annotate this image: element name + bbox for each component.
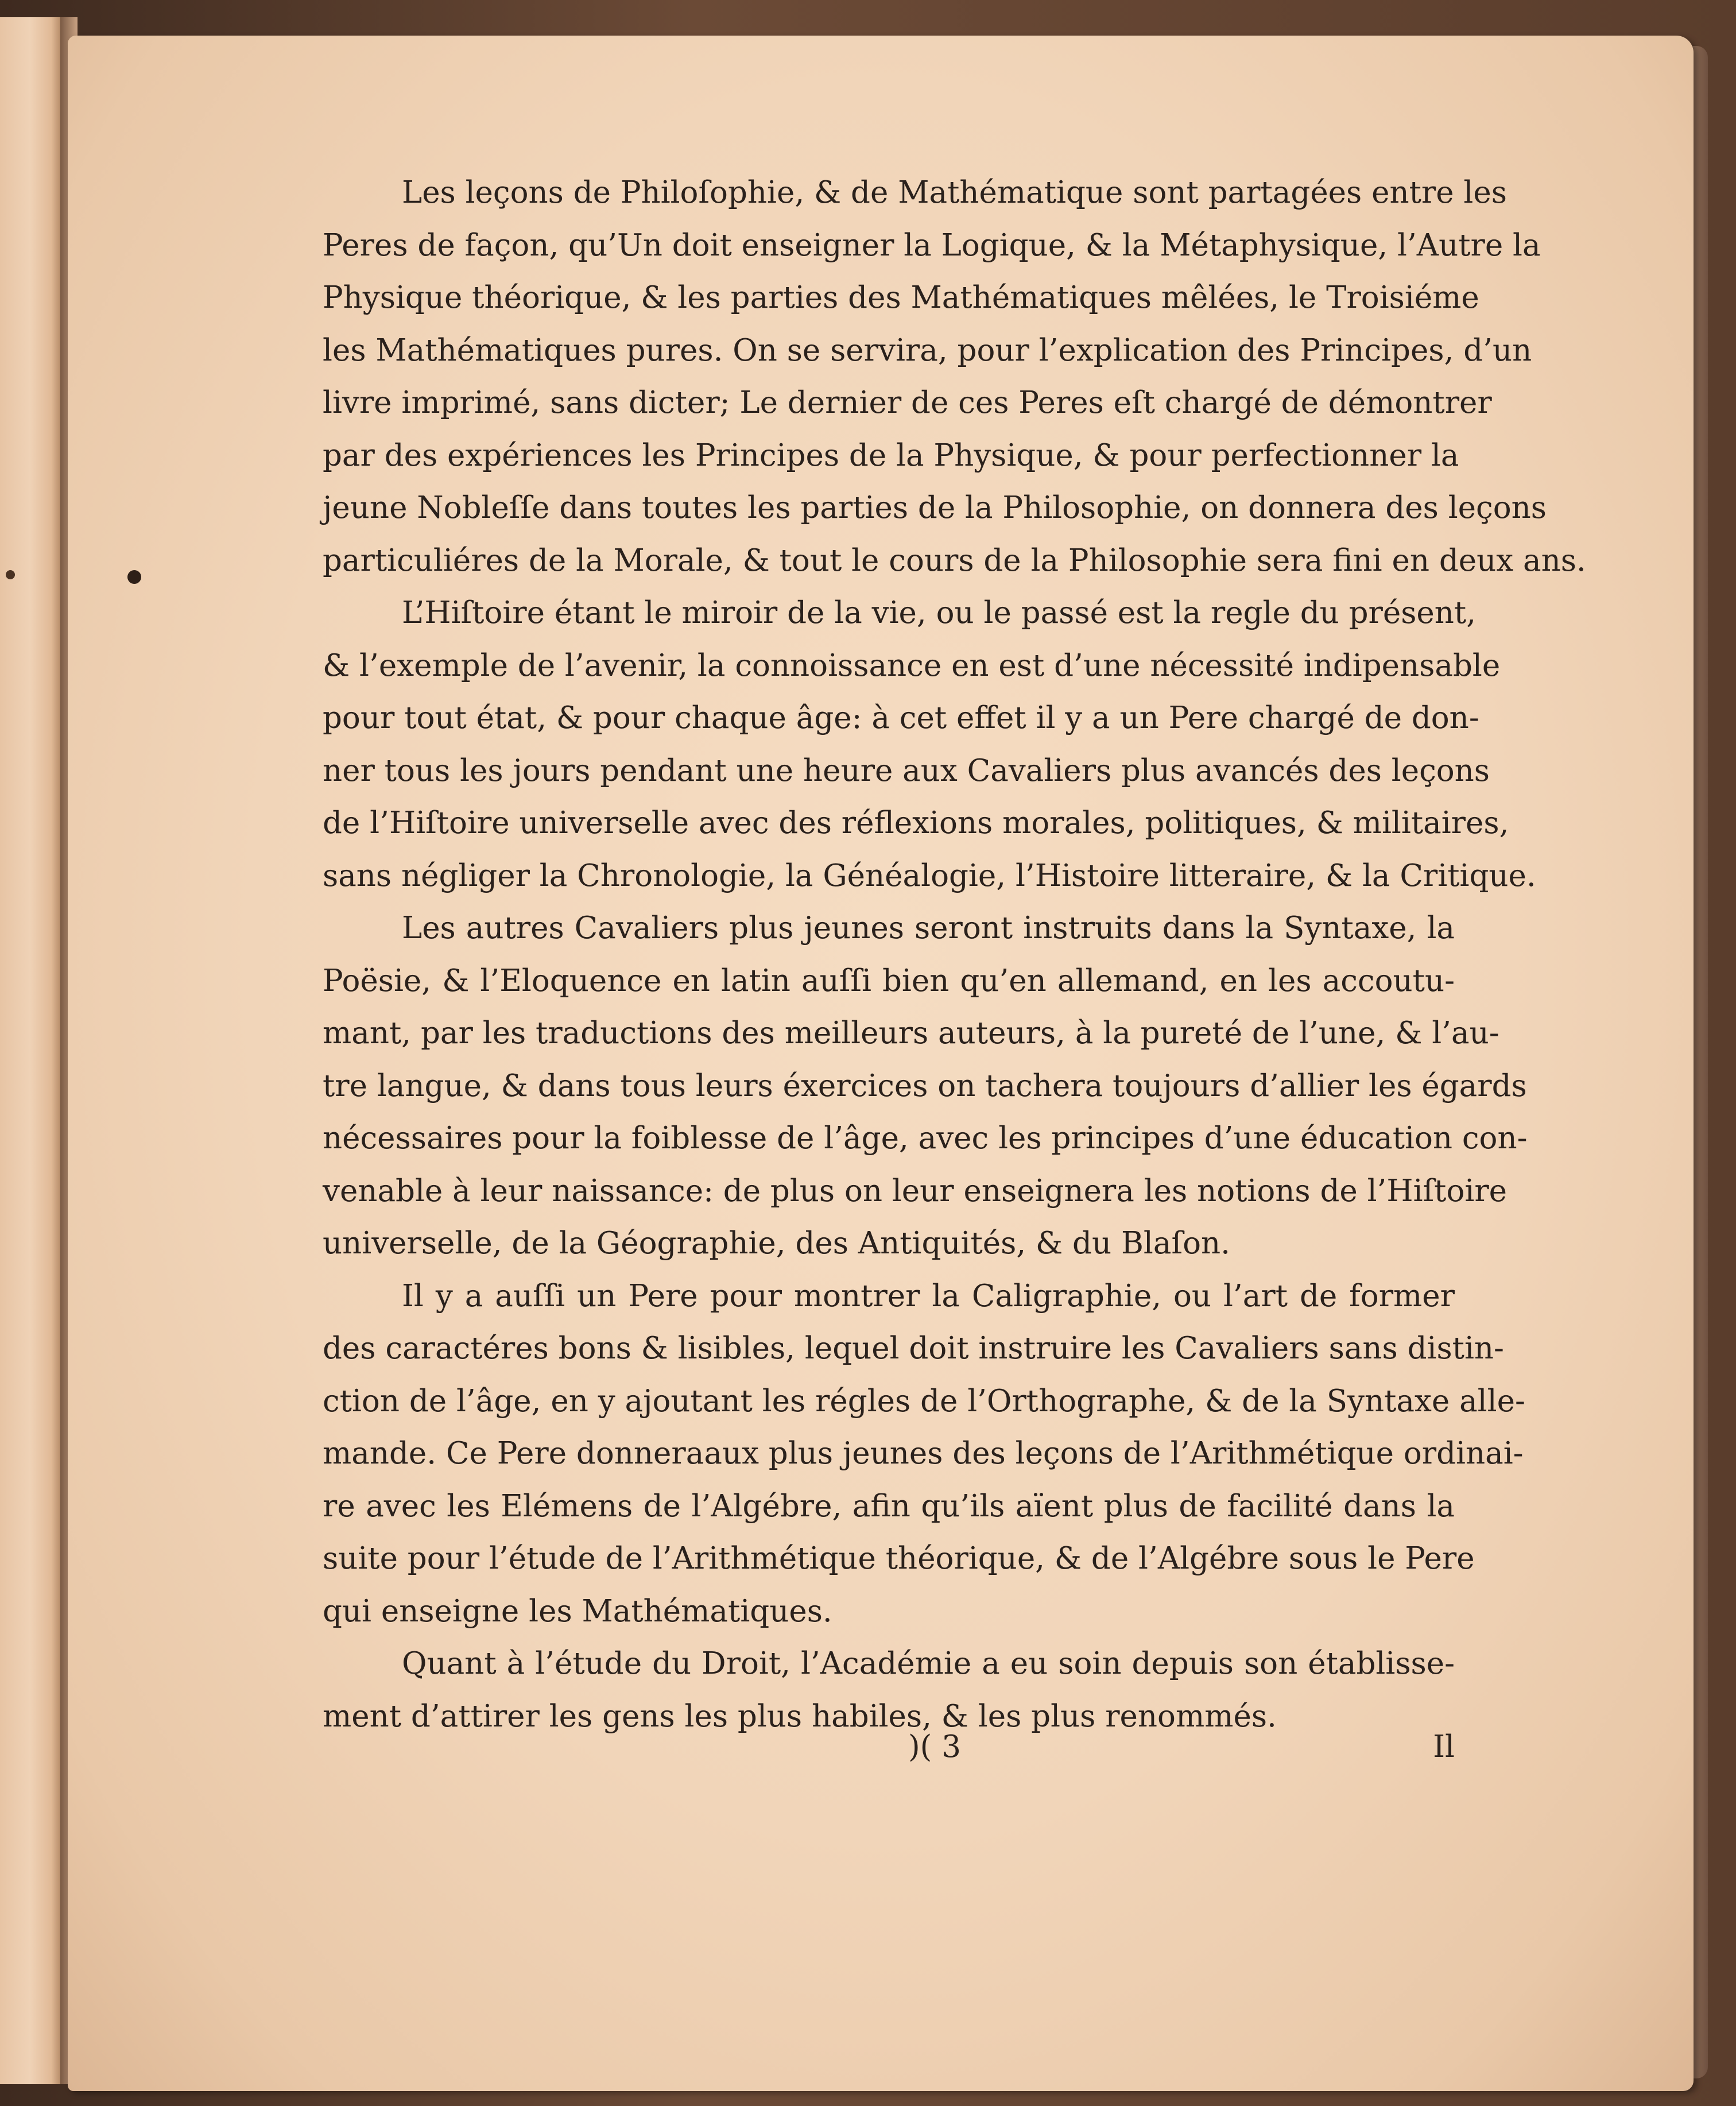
previous-page-edge [0,17,62,2084]
text-line: re avec les Elémens de l’Algébre, afin qu’ils aïent plus de facilité dans la [323,1488,1455,1524]
text-line: sans négliger la Chronologie, la Généalogie, l’Histoire litteraire, & la Critique. [323,858,1536,893]
text-line: Peres de façon, qu’Un doit enseigner la Logique, & la Métaphysique, l’Autre la [323,227,1541,263]
text-line: Quant à l’étude du Droit, l’Académie a eu soin depuis son établisse- [402,1646,1455,1681]
text-line: & l’exemple de l’avenir, la connoissance en est d’une nécessité indipensable [323,648,1501,683]
text-line: pour tout état, & pour chaque âge: à cet effet il y a un Pere chargé de don- [323,700,1479,735]
text-line: universelle, de la Géographie, des Antiquités, & du Blaſon. [323,1226,1230,1261]
text-line: tre langue, & dans tous leurs éxercices on tachera toujours d’allier les égards [323,1068,1527,1104]
text-line: L’Hiſtoire étant le miroir de la vie, ou le passé est la regle du présent, [402,595,1477,630]
binding-dot [127,570,141,584]
text-line: mant, par les traductions des meilleurs auteurs, à la pureté de l’une, & l’au- [323,1016,1499,1051]
text-line: par des expériences les Principes de la Physique, & pour perfectionner la [323,438,1459,473]
text-line: des caractéres bons & lisibles, lequel doit instruire les Cavaliers sans distin- [323,1331,1504,1366]
text-line: venable à leur naissance: de plus on leur enseignera les notions de l’Hiſtoire [323,1173,1508,1209]
text-line: ction de l’âge, en y ajoutant les régles de l’Orthographe, & de la Syntaxe alle- [323,1383,1525,1419]
signature-mark: )( 3 [908,1729,961,1764]
text-line: jeune Nobleſſe dans toutes les parties de la Philosophie, on donnera des leçons [323,490,1547,525]
text-line: Poësie, & l’Eloquence en latin auſſi bien qu’en allemand, en les accoutu- [323,963,1455,998]
binding-hole [6,570,15,579]
text-line: Les autres Cavaliers plus jeunes seront instruits dans la Syntaxe, la [402,911,1455,946]
text-line: les Mathématiques pures. On se servira, pour l’explication des Principes, d’un [323,332,1532,368]
text-line: Physique théorique, & les parties des Mathématiques mêlées, le Troisiéme [323,280,1479,315]
text-line: livre imprimé, sans dicter; Le dernier de ces Peres eſt chargé de démontrer [323,385,1492,420]
text-line: de l’Hiſtoire universelle avec des réflexions morales, politiques, & militaires, [323,806,1509,841]
text-line: particuliéres de la Morale, & tout le cours de la Philosophie sera fini en deux ans. [323,543,1586,578]
text-line: ment d’attirer les gens les plus habiles, & les plus renommés. [323,1698,1277,1734]
text-line: Les leçons de Philoſophie, & de Mathématique sont partagées entre les [402,175,1507,210]
text-line: qui enseigne les Mathématiques. [323,1593,832,1629]
text-line: Il y a auſſi un Pere pour montrer la Caligraphie, ou l’art de former [402,1278,1455,1314]
page-body-text [323,167,1586,1743]
text-line: suite pour l’étude de l’Arithmétique théorique, & de l’Algébre sous le Pere [323,1541,1475,1576]
text-line: mande. Ce Pere donneraaux plus jeunes des leçons de l’Arithmétique ordinai- [323,1436,1524,1471]
page-footer [323,1729,1455,1775]
catchword: Il [1433,1729,1455,1764]
text-line: nécessaires pour la foiblesse de l’âge, avec les principes d’une éducation con- [323,1121,1528,1156]
text-line: ner tous les jours pendant une heure aux Cavaliers plus avancés des leçons [323,753,1490,788]
